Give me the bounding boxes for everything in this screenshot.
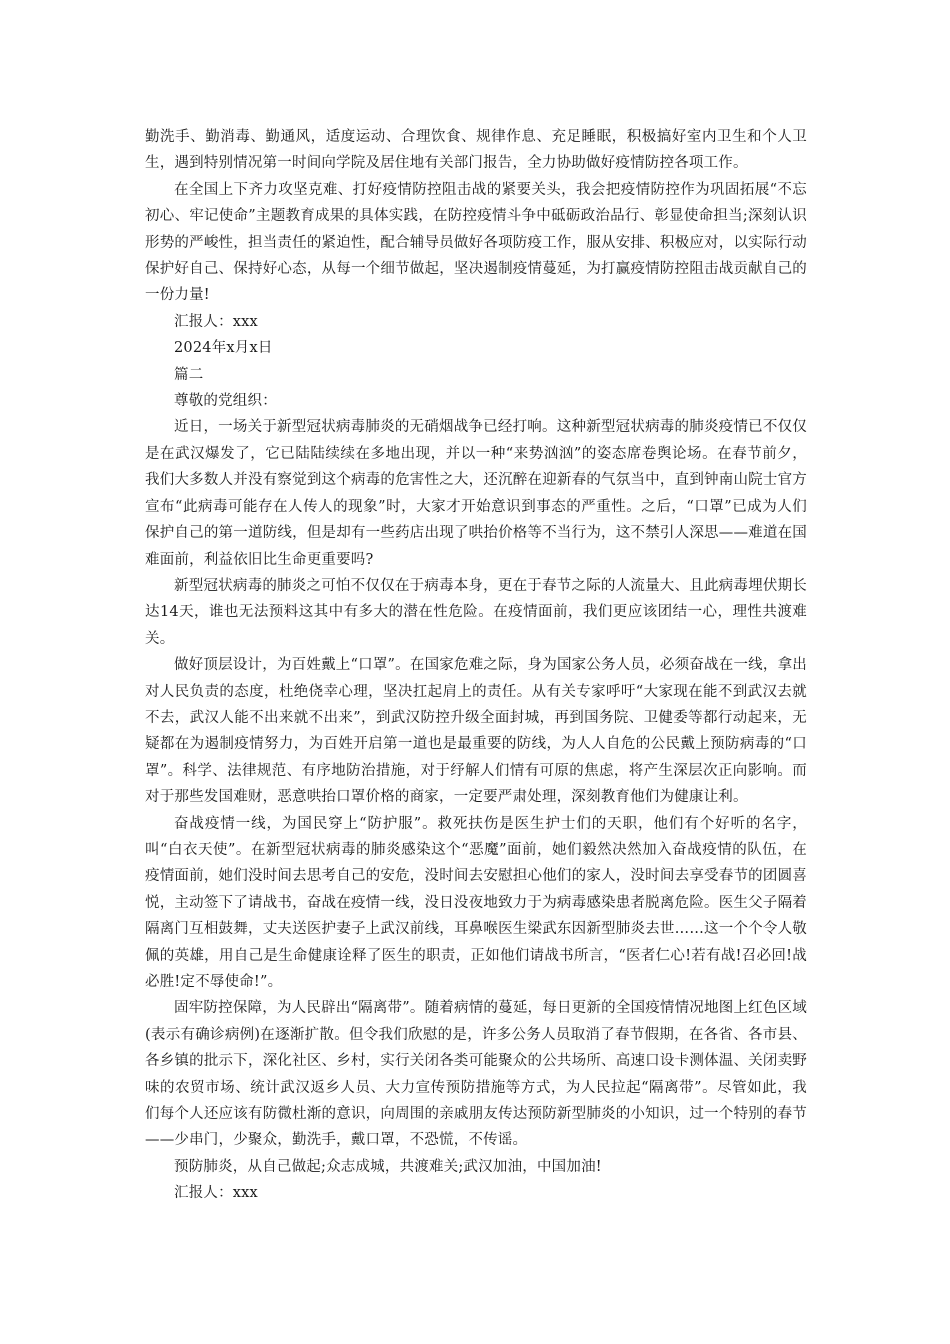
paragraph-commitment: 在全国上下齐力攻坚克难、打好疫情防控阻击战的紧要关头，我会把疫情防控作为巩固拓展“不忘初心、牢记使命”主题教育成果的具体实践，在防控疫情斗争中砥砺政治品行、彰显使命担当;深刻认识形势的严峻性，担当责任的紧迫性，配合辅导员做好各项防疫工作，服从安排、积极应对，以实际行动保护好自己、保持好心态，从每一个细节做起，坚决遏制疫情蔓延，为打赢疫情防控阻击战贡献自己的一份力量!	[145, 181, 807, 304]
paragraph-masks: 做好顶层设计，为百姓戴上“口罩”。在国家危难之际，身为国家公务人员，必须奋战在一线，拿出对人民负责的态度，杜绝侥幸心理，坚决扛起肩上的责任。从有关专家呼吁“大家现在能不到武汉去就不去，武汉人能不出来就不出来”，到武汉防控升级全面封城，再到国务院、卫健委等都行动起来，无疑都在为遏制疫情努力，为百姓开启第一道也是最重要的防线，为人人自危的公民戴上预防病毒的“口罩”。科学、法律规范、有序地防治措施，对于纾解人们情有可原的焦虑，将产生深层次正向影响。而对于那些发国难财，恶意哄抬口罩价格的商家，一定要严肃处理，深刻教育他们为健康让利。	[145, 657, 807, 806]
reporter-signature-2: 汇报人：xxx	[174, 1185, 258, 1202]
paragraph-outbreak: 近日，一场关于新型冠状病毒肺炎的无硝烟战争已经打响。这种新型冠状病毒的肺炎疫情已不仅仅是在武汉爆发了，它已陆陆续续在多地出现，并以一种“来势汹汹”的姿态席卷舆论场。在春节前夕，我们大多数人并没有察觉到这个病毒的危害性之大，还沉醉在迎新春的气氛当中，直到钟南山院士官方宣布“此病毒可能存在人传人的现象”时，大家才开始意识到事态的严重性。之后，“口罩”已成为人们保护自己的第一道防线，但是却有一些药店出现了哄抬价格等不当行为，这不禁引人深思——难道在国难面前，利益依旧比生命更重要吗?	[145, 419, 807, 568]
paragraph-hygiene: 勤洗手、勤消毒、勤通风，适度运动、合理饮食、规律作息、充足睡眠，积极搞好室内卫生和个人卫生，遇到特别情况第一时间向学院及居住地有关部门报告，全力协助做好疫情防控各项工作。	[145, 129, 807, 172]
document-body	[145, 124, 807, 1207]
paragraph-frontline: 奋战疫情一线，为国民穿上“防护服”。救死扶伤是医生护士们的天职，他们有个好听的名字，叫“白衣天使”。在新型冠状病毒的肺炎感染这个“恶魔”面前，她们毅然决然加入奋战疫情的队伍，在疫情面前，她们没时间去思考自己的安危，没时间去安慰担心他们的家人，没时间去享受春节的团圆喜悦，主动签下了请战书，奋战在疫情一线，没日没夜地致力于为病毒感染患者脱离危险。医生父子隔着隔离门互相鼓舞，丈夫送医护妻子上武汉前线，耳鼻喉医生梁武东因新型肺炎去世……这一个个令人敬佩的英雄，用自己是生命健康诠释了医生的职责，正如他们请战书所言，“医者仁心!若有战!召必回!战必胜!定不辱使命!”。	[145, 815, 807, 990]
section-heading: 篇二	[174, 366, 204, 383]
closing-slogan: 预防肺炎，从自己做起;众志成城，共渡难关;武汉加油，中国加油!	[174, 1158, 602, 1175]
report-date: 2024年x月x日	[174, 340, 273, 357]
reporter-signature: 汇报人：xxx	[174, 313, 258, 330]
salutation: 尊敬的党组织：	[174, 393, 277, 410]
paragraph-isolation: 固牢防控保障，为人民辟出“隔离带”。随着病情的蔓延，每日更新的全国疫情情况地图上红色区域(表示有确诊病例)在逐渐扩散。但令我们欣慰的是，许多公务人员取消了春节假期，在各省、各市县、各乡镇的批示下，深化社区、乡村，实行关闭各类可能聚众的公共场所、高速口设卡测体温、关闭卖野味的农贸市场、统计武汉返乡人员、大力宣传预防措施等方式，为人民拉起“隔离带”。尽管如此，我们每个人还应该有防微杜渐的意识，向周围的亲戚朋友传达预防新型肺炎的小知识，过一个特别的春节——少串门，少聚众，勤洗手，戴口罩，不恐慌，不传谣。	[145, 1000, 807, 1149]
paragraph-danger: 新型冠状病毒的肺炎之可怕不仅仅在于病毒本身，更在于春节之际的人流量大、且此病毒埋伏期长达14天，谁也无法预料这其中有多大的潜在性危险。在疫情面前，我们更应该团结一心，理性共渡难关。	[145, 577, 807, 647]
